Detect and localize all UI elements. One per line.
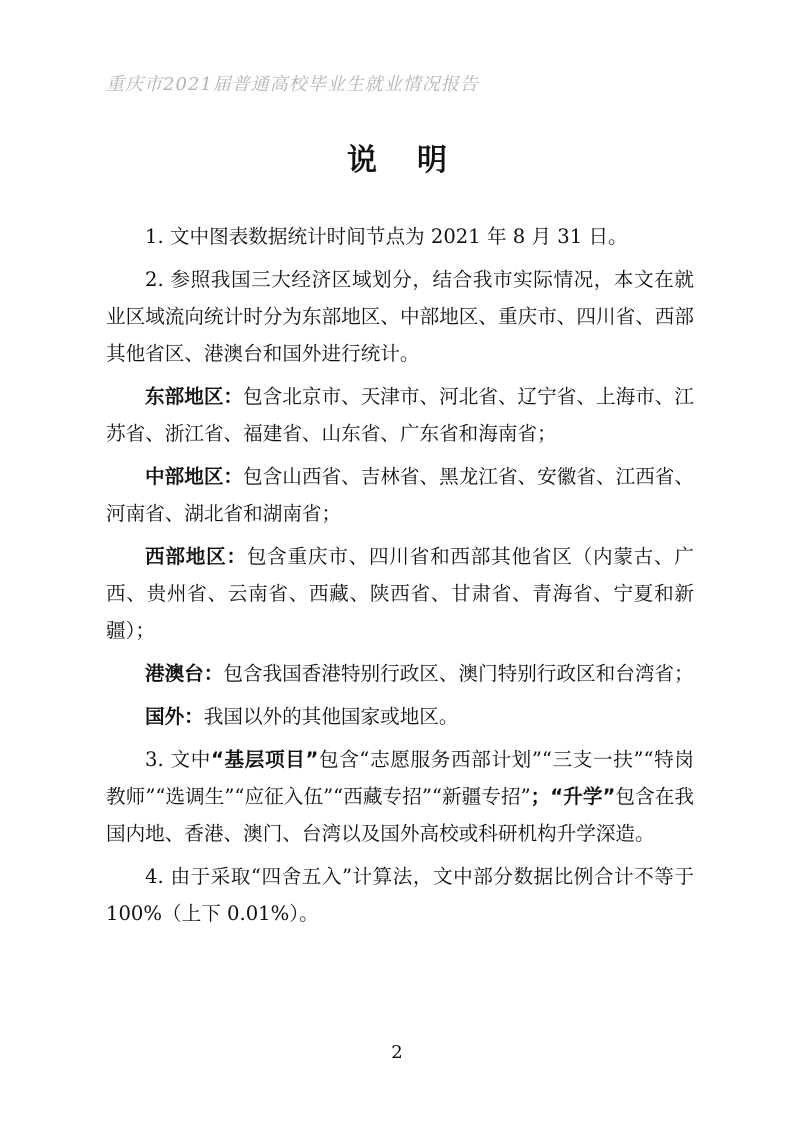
paragraph-3-middle: 包含“志愿服务西部计划”“三支一扶”“特岗教师”“选调生”“应征入伍”“西藏专招”“新疆专招” — [106, 748, 694, 808]
region-east-text: 包含北京市、天津市、河北省、辽宁省、上海市、江苏省、浙江省、福建省、山东省、广东省和海南省； — [106, 385, 695, 445]
region-hkmt — [106, 655, 694, 692]
paragraph-1: 1. 文中图表数据统计时间节点为 2021 年 8 月 31 日。 — [145, 225, 628, 248]
term-further-study: ；“升学” — [530, 785, 616, 808]
paragraph-2: 2. 参照我国三大经济区域划分，结合我市实际情况，本文在就业区域流向统计时分为东部地区、中部地区、重庆市、四川省、西部其他省区、港澳台和国外进行统计。 — [106, 268, 694, 365]
region-abroad-text: 我国以外的其他国家或地区。 — [203, 705, 459, 728]
region-west — [106, 538, 694, 649]
paragraph-3-intro: 3. 文中 — [145, 748, 212, 771]
page-title: 说明 — [347, 143, 487, 178]
region-abroad — [106, 698, 694, 735]
region-central-label: 中部地区： — [145, 465, 244, 488]
paragraph-3-end: 包含在我国内地、香港、澳门、台湾以及国外高校或科研机构升学深造。 — [106, 785, 694, 845]
region-east-label: 东部地区： — [145, 385, 244, 408]
region-central-text: 包含山西省、吉林省、黑龙江省、安徽省、江西省、河南省、湖北省和湖南省； — [106, 465, 695, 525]
region-abroad-label: 国外： — [145, 705, 204, 728]
region-west-label: 西部地区： — [145, 545, 247, 568]
document-body — [106, 218, 694, 938]
region-hkmt-label: 港澳台： — [145, 662, 224, 685]
region-east — [106, 378, 694, 452]
region-central — [106, 458, 694, 532]
paragraph-4: 4. 由于采取“四舍五入”计算法，文中部分数据比例合计不等于 100%（上下 0.01%）。 — [106, 865, 694, 925]
paragraph-3 — [106, 741, 694, 852]
running-header: 重庆市2021届普通高校毕业生就业情况报告 — [106, 74, 479, 95]
term-grassroots-projects: “基层项目” — [211, 748, 319, 771]
page-number: 2 — [391, 1042, 403, 1063]
region-hkmt-text: 包含我国香港特别行政区、澳门特别行政区和台湾省； — [223, 662, 694, 685]
region-west-text: 包含重庆市、四川省和西部其他省区（内蒙古、广西、贵州省、云南省、西藏、陕西省、甘肃省、青海省、宁夏和新疆）； — [106, 545, 695, 642]
